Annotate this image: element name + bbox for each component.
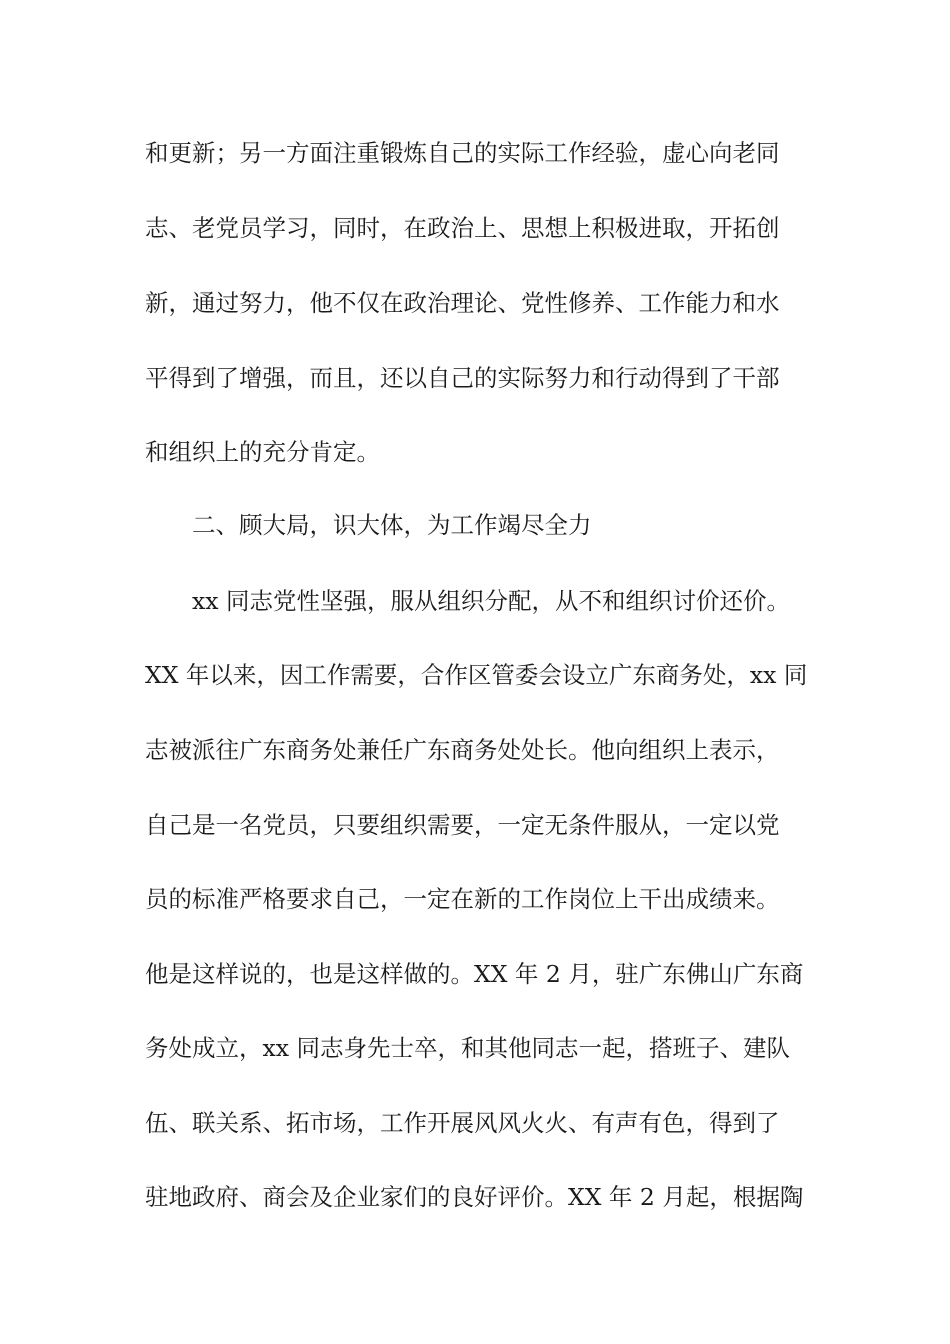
text-line: 新，通过努力，他不仅在政治理论、党性修养、工作能力和水 xyxy=(145,289,780,317)
text-line: 志被派往广东商务处兼任广东商务处处长。他向组织上表示， xyxy=(145,736,780,764)
text-line: 他是这样说的，也是这样做的。XX 年 2 月，驻广东佛山广东商 xyxy=(145,960,804,988)
text-line: 和组织上的充分肯定。 xyxy=(145,438,380,466)
text-line: 自己是一名党员，只要组织需要，一定无条件服从，一定以党 xyxy=(145,811,780,839)
section-heading: 二、顾大局，识大体，为工作竭尽全力 xyxy=(192,511,592,539)
text-line: 伍、联关系、拓市场，工作开展风风火火、有声有色，得到了 xyxy=(145,1109,780,1137)
text-line: 员的标准严格要求自己，一定在新的工作岗位上干出成绩来。 xyxy=(145,885,780,913)
text-line: 和更新；另一方面注重锻炼自己的实际工作经验，虚心向老同 xyxy=(145,139,780,167)
text-line: XX 年以来，因工作需要，合作区管委会设立广东商务处，xx 同 xyxy=(145,661,808,689)
text-line: 务处成立，xx 同志身先士卒，和其他同志一起，搭班子、建队 xyxy=(145,1034,790,1062)
text-line: xx 同志党性坚强，服从组织分配，从不和组织讨价还价。 xyxy=(192,587,790,615)
text-line: 志、老党员学习，同时，在政治上、思想上积极进取，开拓创 xyxy=(145,214,780,242)
text-line: 平得到了增强，而且，还以自己的实际努力和行动得到了干部 xyxy=(145,364,780,392)
text-line: 驻地政府、商会及企业家们的良好评价。XX 年 2 月起，根据陶 xyxy=(145,1183,804,1211)
